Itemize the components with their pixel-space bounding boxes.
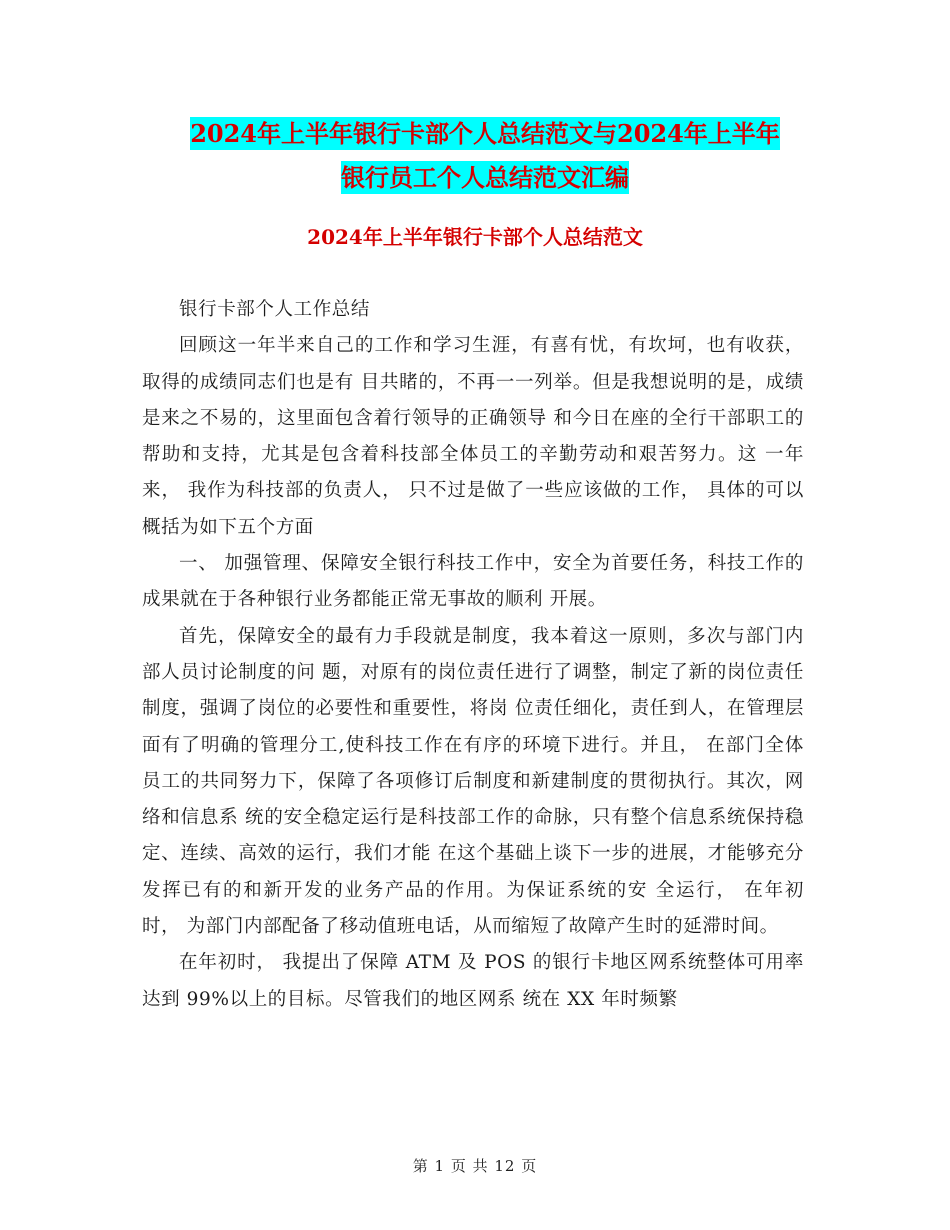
paragraph: 在年初时， 我提出了保障 ATM 及 POS 的银行卡地区网系统整体可用率达到 99%以上的目标。尽管我们的地区网系 统在 XX 年时频繁 (142, 952, 804, 1010)
paragraph: 回顾这一年半来自己的工作和学习生涯，有喜有忧，有坎坷，也有收获，取得的成绩同志们也是有 目共睹的，不再一一列举。但是我想说明的是，成绩是来之不易的，这里面包含着行领导的正确领导 和今日在座的全行干部职工的帮助和支持，尤其是包含着科技部全体员工的辛勤劳动和艰苦努力。这 一年来， 我作为科技部的负责人， 只不过是做了一些应该做的工作， 具体的可以概括为如下五个方面 (142, 335, 804, 538)
document-title-line1: 2024年上半年银行卡部个人总结范文与2024年上半年 (190, 119, 780, 148)
document-title-line2: 银行员工个人总结范文汇编 (341, 163, 629, 192)
paragraph: 首先，保障安全的最有力手段就是制度，我本着这一原则，多次与部门内部人员讨论制度的问 题，对原有的岗位责任进行了调整，制定了新的岗位责任制度，强调了岗位的必要性和重要性，将岗 位责任细化，责任到人，在管理层面有了明确的管理分工,使科技工作在有序的环境下进行。并且， 在部门全体员工的共同努力下，保障了各项修订后制度和新建制度的贯彻执行。其次，网络和信息系 统的安全稳定运行是科技部工作的命脉，只有整个信息系统保持稳定、连续、高效的运行，我们才能 在这个基础上谈下一步的进展，才能够充分发挥已有的和新开发的业务产品的作用。为保证系统的安 全运行， 在年初时， 为部门内部配备了移动值班电话，从而缩短了故障产生时的延滞时间。 (142, 625, 804, 938)
document-title (140, 112, 830, 200)
section-title: 2024年上半年银行卡部个人总结范文 (307, 225, 643, 249)
paragraph: 一、 加强管理、保障安全银行科技工作中，安全为首要任务，科技工作的成果就在于各种银行业务都能正常无事故的顺利 开展。 (142, 553, 804, 611)
document-body (142, 292, 804, 1018)
page-footer: 第 1 页 共 12 页 (412, 1157, 538, 1175)
paragraph: 银行卡部个人工作总结 (179, 299, 371, 320)
